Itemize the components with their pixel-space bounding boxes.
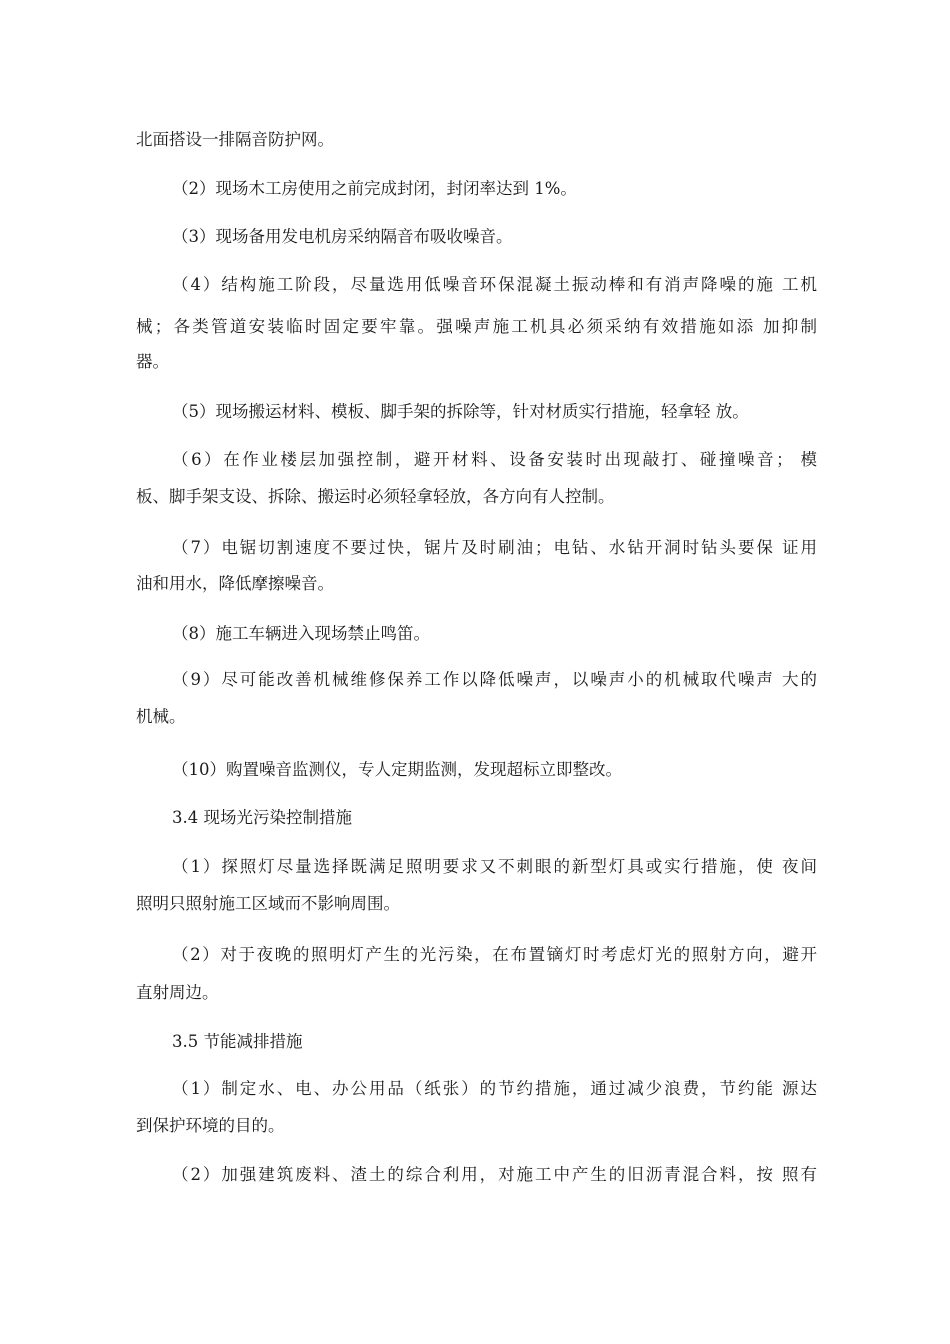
paragraph-line: （9）尽可能改善机械维修保养工作以降低噪声，以噪声小的机械取代噪声 大的	[172, 670, 817, 689]
paragraph-line: （3）现场备用发电机房采纳隔音布吸收噪音。	[172, 227, 513, 246]
paragraph-line: （10）购置噪音监测仪，专人定期监测，发现超标立即整改。	[172, 760, 622, 779]
paragraph-line: 板、脚手架支设、拆除、搬运时必须轻拿轻放，各方向有人控制。	[136, 487, 615, 506]
section-heading: 3.5 节能减排措施	[172, 1032, 303, 1051]
paragraph-line: 油和用水，降低摩擦噪音。	[136, 574, 334, 593]
paragraph-line: （8）施工车辆进入现场禁止鸣笛。	[172, 624, 430, 643]
paragraph-line: 机械。	[136, 707, 186, 726]
section-heading: 3.4 现场光污染控制措施	[172, 808, 352, 827]
paragraph-line: （4）结构施工阶段，尽量选用低噪音环保混凝土振动棒和有消声降噪的施 工机	[172, 275, 817, 294]
paragraph-line: （2）现场木工房使用之前完成封闭，封闭率达到 1%。	[172, 179, 577, 198]
paragraph-line: 直射周边。	[136, 983, 219, 1002]
paragraph-line: （2）对于夜晚的照明灯产生的光污染，在布置镝灯时考虑灯光的照射方向，避开	[172, 945, 817, 964]
paragraph-line: 照明只照射施工区域而不影响周围。	[136, 894, 400, 913]
paragraph-line: （1）探照灯尽量选择既满足照明要求又不刺眼的新型灯具或实行措施，使 夜间	[172, 857, 817, 876]
paragraph-line: 器。	[136, 352, 169, 371]
paragraph-line: （5）现场搬运材料、模板、脚手架的拆除等，针对材质实行措施，轻拿轻 放。	[172, 402, 749, 421]
paragraph-line: 北面搭设一排隔音防护网。	[136, 130, 334, 149]
paragraph-line: （7）电锯切割速度不要过快，锯片及时刷油；电钻、水钻开洞时钻头要保 证用	[172, 538, 817, 557]
paragraph-line: 到保护环境的目的。	[136, 1116, 285, 1135]
paragraph-line: 械；各类管道安装临时固定要牢靠。强噪声施工机具必须采纳有效措施如添 加抑制	[136, 317, 817, 336]
paragraph-line: （6）在作业楼层加强控制，避开材料、设备安装时出现敲打、碰撞噪音； 模	[172, 450, 817, 469]
paragraph-line: （2）加强建筑废料、渣土的综合利用，对施工中产生的旧沥青混合料，按 照有	[172, 1165, 817, 1184]
paragraph-line: （1）制定水、电、办公用品（纸张）的节约措施，通过减少浪费，节约能 源达	[172, 1079, 817, 1098]
